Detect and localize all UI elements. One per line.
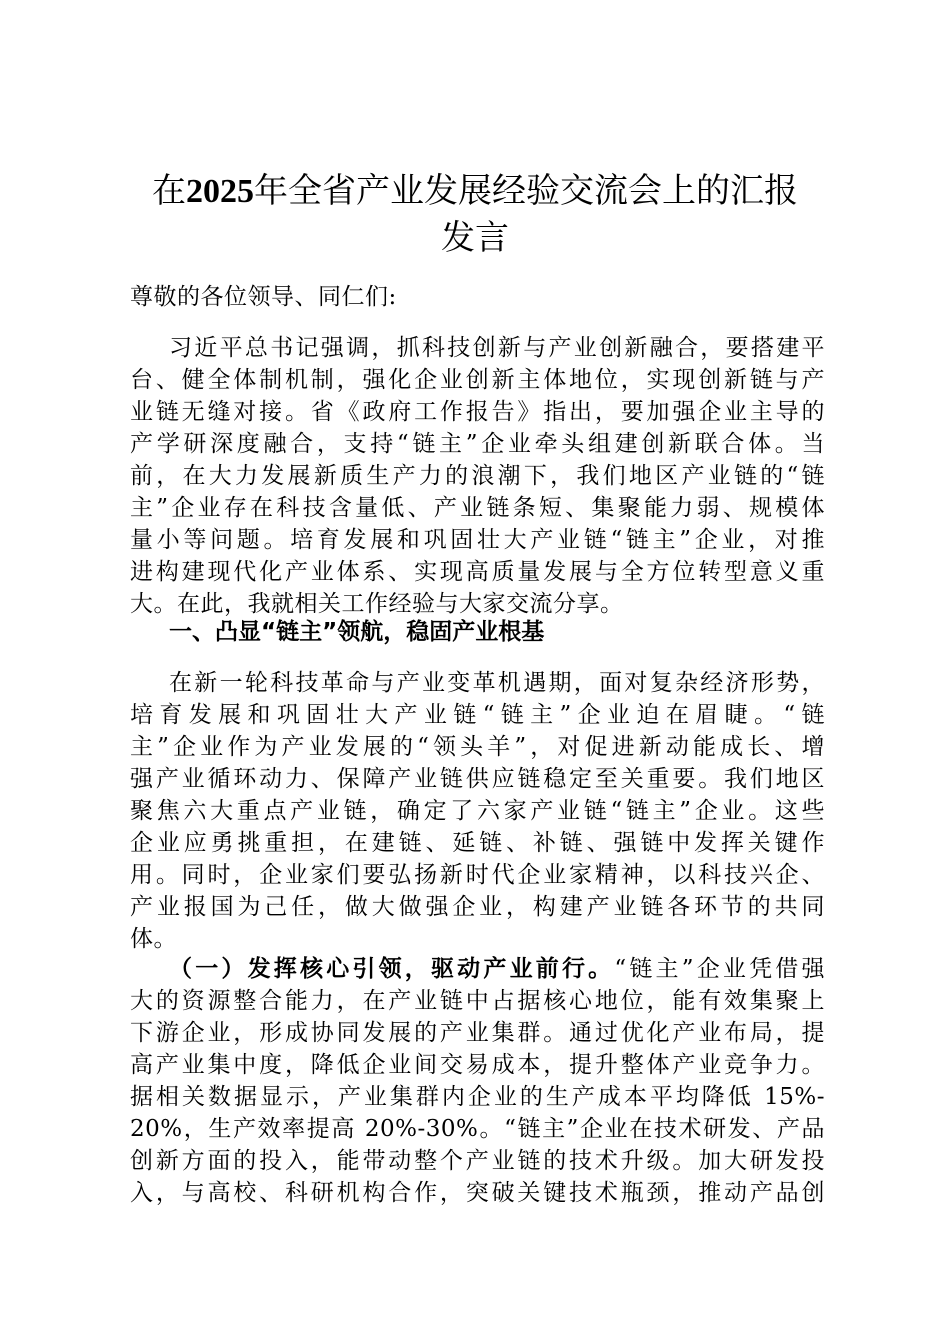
subsection1-line: 入，与高校、科研机构合作，突破关键技术瓶颈，推动产品创 bbox=[130, 1180, 825, 1206]
title-line-1 bbox=[130, 168, 820, 215]
subsection-heading: （一）发挥核心引领，驱动产业前行。 bbox=[169, 956, 615, 982]
section1-line: 在新一轮科技革命与产业变革机遇期，面对复杂经济形势， bbox=[169, 670, 825, 696]
intro-line: 大。在此，我就相关工作经验与大家交流分享。 bbox=[130, 591, 624, 617]
intro-line: 产学研深度融合，支持“链主”企业牵头组建创新联合体。当 bbox=[130, 431, 825, 457]
subsection1-line: 大的资源整合能力，在产业链中占据核心地位，能有效集聚上 bbox=[130, 988, 825, 1014]
salutation: 尊敬的各位领导、同仁们: bbox=[130, 284, 397, 310]
section1-line: 主”企业作为产业发展的“领头羊”，对促进新动能成长、增 bbox=[130, 734, 825, 760]
subsection1-line: 高产业集中度，降低企业间交易成本，提升整体产业竞争力。 bbox=[130, 1052, 825, 1078]
page-title bbox=[130, 168, 820, 261]
title-year: 2025 bbox=[186, 173, 254, 210]
section1-line: 产业报国为己任，做大做强企业，构建产业链各环节的共同 bbox=[130, 894, 825, 920]
intro-line: 台、健全体制机制，强化企业创新主体地位，实现创新链与产 bbox=[130, 367, 825, 393]
intro-line: 业链无缝对接。省《政府工作报告》指出，要加强企业主导的 bbox=[130, 399, 825, 425]
subsection1-first-line bbox=[169, 954, 825, 984]
intro-line: 前，在大力发展新质生产力的浪潮下，我们地区产业链的“链 bbox=[130, 463, 825, 489]
subsection1-line: 创新方面的投入，能带动整个产业链的技术升级。加大研发投 bbox=[130, 1148, 825, 1174]
section1-line: 企业应勇挑重担，在建链、延链、补链、强链中发挥关键作 bbox=[130, 830, 825, 856]
section1-line: 聚焦六大重点产业链，确定了六家产业链“链主”企业。这些 bbox=[130, 798, 825, 824]
intro-line: 主”企业存在科技含量低、产业链条短、集聚能力弱、规模体 bbox=[130, 495, 825, 521]
intro-line: 进构建现代化产业体系、实现高质量发展与全方位转型意义重 bbox=[130, 559, 825, 585]
subsection1-line: 据相关数据显示，产业集群内企业的生产成本平均降低 15%- bbox=[130, 1084, 825, 1110]
section-heading: 一、凸显“链主”领航，稳固产业根基 bbox=[169, 619, 545, 645]
title-line1-rest: 年全省产业发展经验交流会上的汇报 bbox=[254, 171, 798, 211]
section1-line: 强产业循环动力、保障产业链供应链稳定至关重要。我们地区 bbox=[130, 766, 825, 792]
subsection1-first-rest: “链主”企业凭借强 bbox=[614, 956, 825, 982]
intro-line: 量小等问题。培育发展和巩固壮大产业链“链主”企业，对推 bbox=[130, 527, 825, 553]
subsection1-line: 20%，生产效率提高 20%-30%。“链主”企业在技术研发、产品 bbox=[130, 1116, 825, 1142]
title-line-2: 发言 bbox=[441, 218, 509, 258]
title-prefix: 在 bbox=[152, 171, 186, 211]
intro-line: 习近平总书记强调，抓科技创新与产业创新融合，要搭建平 bbox=[169, 335, 825, 361]
section1-line: 用。同时，企业家们要弘扬新时代企业家精神，以科技兴企、 bbox=[130, 862, 825, 888]
section1-line: 体。 bbox=[130, 926, 177, 952]
section1-line: 培育发展和巩固壮大产业链“链主”企业迫在眉睫。“链 bbox=[130, 702, 825, 728]
subsection1-line: 下游企业，形成协同发展的产业集群。通过优化产业布局，提 bbox=[130, 1020, 825, 1046]
